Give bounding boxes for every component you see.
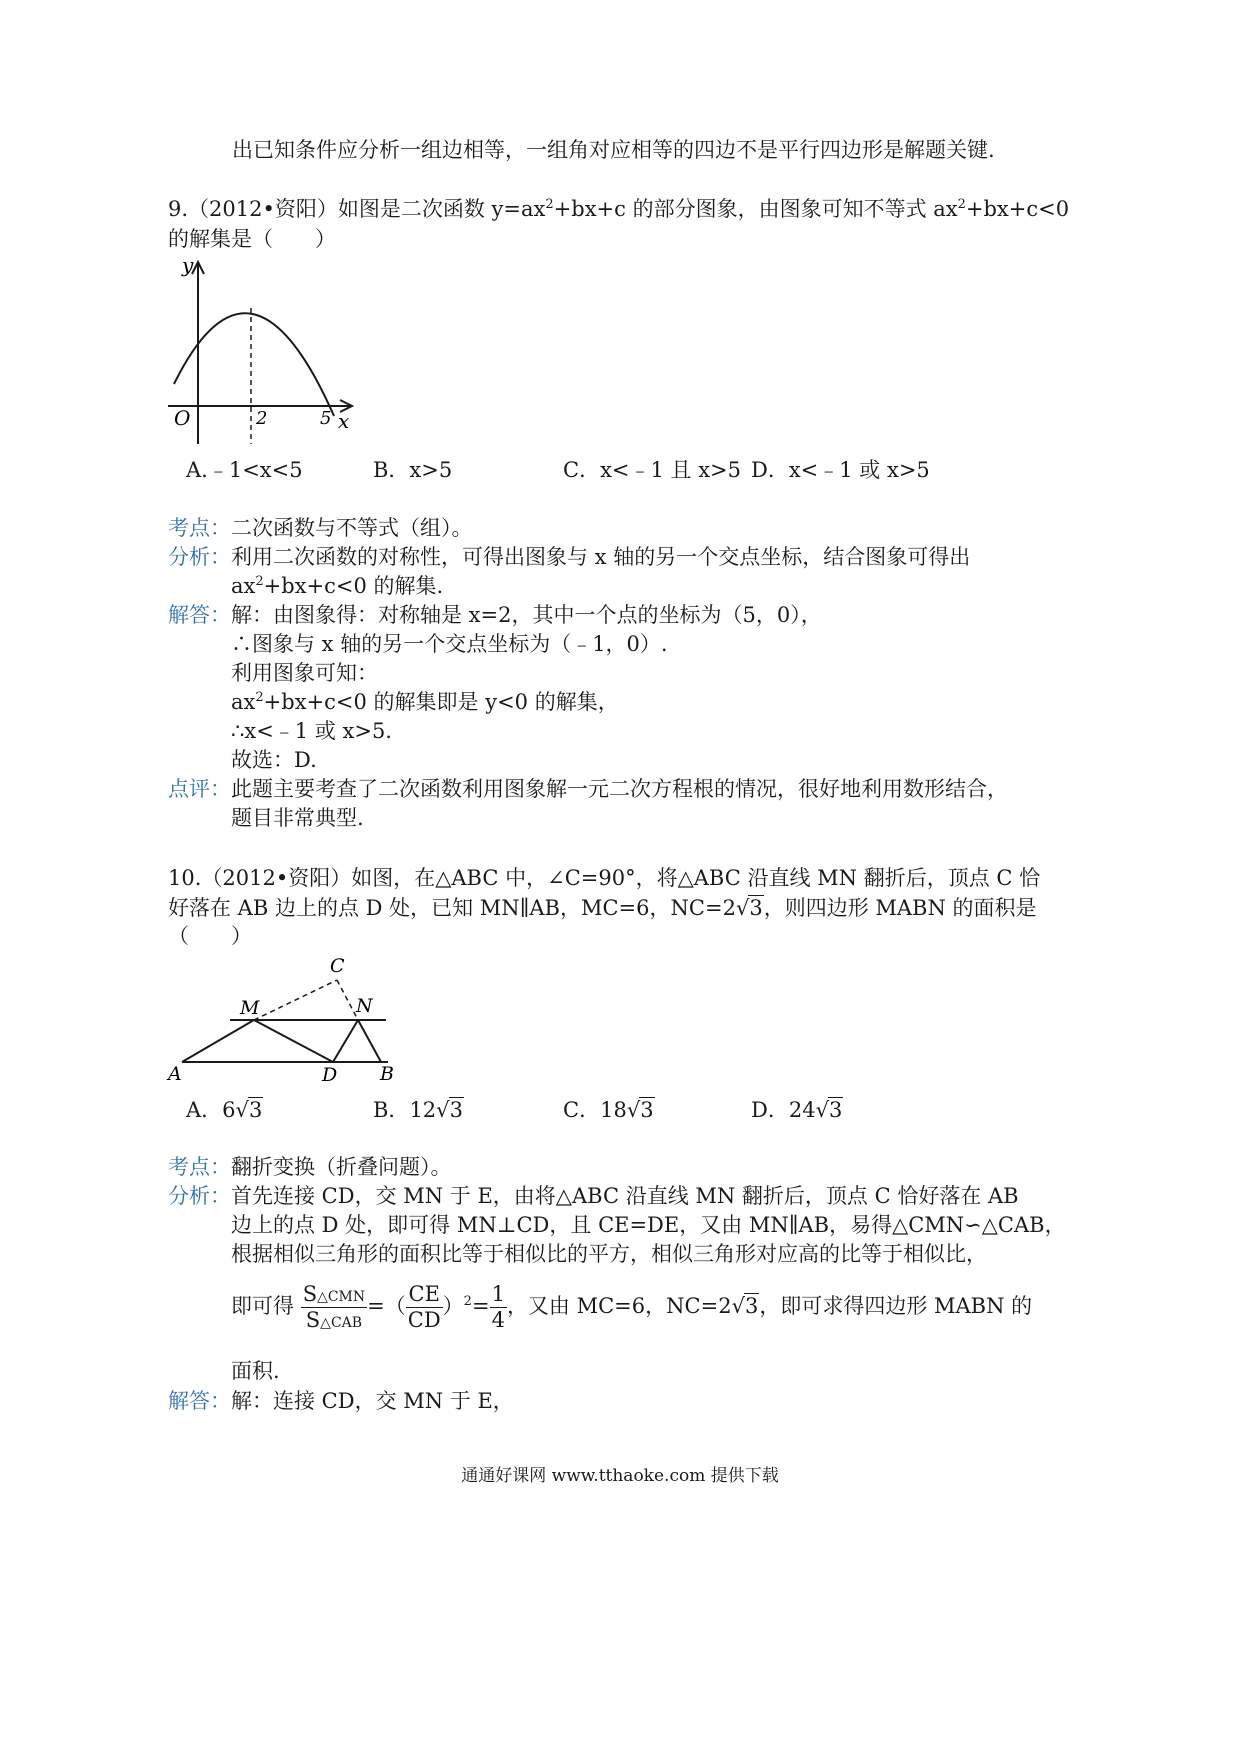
q9-kaodian: 二次函数与不等式（组）。 <box>231 516 473 540</box>
q10-fenxi-line3: 根据相似三角形的面积比等于相似比的平方，相似三角形对应高的比等于相似比， <box>231 1242 987 1266</box>
q10-fenxi-line2: 边上的点 D 处，即可得 MN⊥CD，且 CE=DE，又由 MN∥AB，易得△CMN∽△CAB， <box>231 1213 1066 1237</box>
sqrt-symbol: √3 <box>731 1294 759 1319</box>
q9-fig-y-label: y <box>182 253 194 277</box>
q10-jieda-label: 解答： <box>168 1389 231 1413</box>
q9-fig-tick-5: 5 <box>320 408 332 429</box>
q10-option-b: B．12√3 <box>373 1098 463 1122</box>
q10-fenxi-line5: 面积. <box>231 1359 280 1383</box>
sqrt-symbol: √3 <box>436 1098 463 1122</box>
q9-jieda-line1: 解：由图象得：对称轴是 x=2，其中一个点的坐标为（5，0）， <box>231 603 822 627</box>
q9-fenxi-label: 分析： <box>168 545 231 569</box>
q9-dianping-line1: 此题主要考查了二次函数利用图象解一元二次方程根的情况，很好地利用数形结合， <box>231 777 1008 801</box>
q10-fig-label-c: C <box>330 955 345 977</box>
q10-kaodian: 翻折变换（折叠问题）。 <box>231 1155 452 1179</box>
q10-option-d: D．24√3 <box>751 1098 843 1122</box>
q9-option-c: C．x<﹣1 且 x>5 <box>563 458 742 482</box>
q9-fig-tick-2: 2 <box>256 408 268 429</box>
q10-kaodian-label: 考点： <box>168 1155 231 1179</box>
q9-jieda-line4: $ax^2+bx+c<0$ 的解集即是 y<0 的解集， <box>231 690 619 714</box>
q10-option-a: A．6√3 <box>186 1098 263 1122</box>
page-footer: 通通好课网 www.tthaoke.com 提供下载 <box>461 1466 779 1486</box>
q9-jieda-line6: 故选：D. <box>231 748 317 772</box>
q9-fig-x-label: x <box>338 409 350 433</box>
q9-option-d: D．x<﹣1 或 x>5 <box>751 458 930 482</box>
q10-fig-label-m: M <box>240 997 260 1019</box>
sqrt-symbol: √3 <box>626 1098 654 1122</box>
q9-option-a: A.﹣1<x<5 <box>186 458 303 482</box>
q10-jieda-line1: 解：连接 CD，交 MN 于 E， <box>231 1389 514 1413</box>
q9-fenxi-line1: 利用二次函数的对称性，可得出图象与 x 轴的另一个交点坐标，结合图象可得出 <box>231 545 971 569</box>
q9-jieda-label: 解答： <box>168 603 231 627</box>
sqrt-symbol: √3 <box>815 1098 843 1122</box>
q10-triangle-figure <box>160 950 410 1090</box>
q10-fig-label-b: B <box>380 1063 394 1085</box>
q9-fenxi-line2: $ax^2+bx+c<0$ 的解集. <box>231 574 444 598</box>
q10-fenxi-line1: 首先连接 CD，交 MN 于 E，由将△ABC 沿直线 MN 翻折后，顶点 C 恰好落在 AB <box>231 1184 1019 1208</box>
q9-fig-origin-label: O <box>174 406 191 430</box>
q9-parabola-figure <box>160 252 360 452</box>
q9-jieda-line5: ∴x<﹣1 或 x>5. <box>231 719 392 743</box>
q10-fig-label-a: A <box>168 1063 182 1085</box>
q9-jieda-line2: ∴图象与 x 轴的另一个交点坐标为（﹣1，0）. <box>231 632 668 656</box>
q10-fenxi-label: 分析： <box>168 1184 231 1208</box>
fraction-one-quarter: $\frac{1}{4}$ <box>491 1282 505 1333</box>
q10-stem-line2: 好落在 AB 边上的点 D 处，已知 MN∥AB，MC=6，NC=2√3，则四边形 MABN 的面积是 <box>168 896 1037 920</box>
sqrt-symbol: √3 <box>235 1098 263 1122</box>
q10-option-c: C．18√3 <box>563 1098 654 1122</box>
q10-fig-label-d: D <box>322 1064 338 1086</box>
q9-stem-line2: 的解集是（ ） <box>168 227 336 251</box>
q9-jieda-line3: 利用图象可知： <box>231 661 378 685</box>
text-line-top: 出已知条件应分析一组边相等，一组角对应相等的四边不是平行四边形是解题关键. <box>232 138 995 162</box>
fraction-area-ratio: $\frac{\text{S△CMN}}{\text{S△CAB}}$ <box>302 1282 366 1333</box>
q10-fig-label-n: N <box>356 995 373 1017</box>
q9-dianping-line2: 题目非常典型. <box>231 806 364 830</box>
fraction-ce-cd: $\frac{CE}{CD}$ <box>407 1282 441 1333</box>
q10-stem-line3: （ ） <box>168 924 252 948</box>
q9-dianping-label: 点评： <box>168 777 231 801</box>
q9-option-b: B．x>5 <box>373 458 453 482</box>
sqrt-symbol: √3 <box>735 896 763 920</box>
q9-kaodian-label: 考点： <box>168 516 231 540</box>
q10-fenxi-formula-line: 即可得 $\frac{\text{S△CMN}}{\text{S△CAB}}$ =（ $\frac{CE}{CD}$ ）$^2$= $\frac{1}{4}$ ，又由 MC=6，NC=2√3，即可求得四边形 MABN 的 <box>231 1282 1033 1333</box>
q9-stem-line1: 9.（2012•资阳）如图是二次函数 $y=ax^2+bx+c$ 的部分图象，由图象可知不等式 $ax^2+bx+c<0$ <box>168 197 1070 221</box>
q10-stem-line1: 10.（2012•资阳）如图，在△ABC 中，∠C=90°，将△ABC 沿直线 MN 翻折后，顶点 C 恰 <box>168 866 1041 890</box>
